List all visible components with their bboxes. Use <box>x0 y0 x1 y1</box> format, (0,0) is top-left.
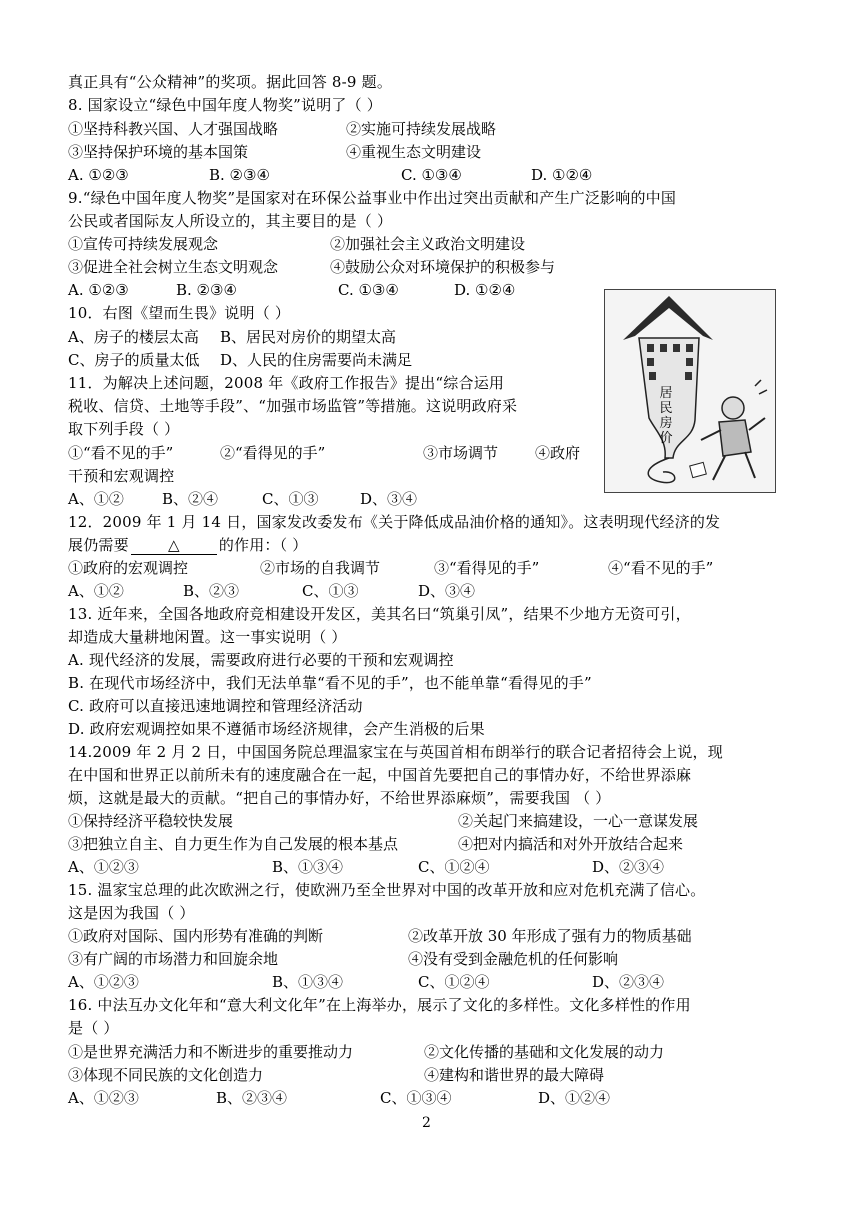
question-16-cont: 是（ ） <box>68 1019 119 1037</box>
q12-option-4: ④“看不见的手” <box>608 559 714 577</box>
q11-answer-b: B、②④ <box>162 490 219 508</box>
q8-answers <box>68 164 828 186</box>
q14-options-row-1 <box>68 810 828 832</box>
q8-option-1: ①坚持科教兴国、人才强国战略 <box>68 120 279 138</box>
question-13: 13. 近年来，全国各地政府竞相建设开发区，美其名曰“筑巢引凤”，结果不少地方无资可引， <box>68 605 691 623</box>
q10-option-b: B、居民对房价的期望太高 <box>220 328 397 346</box>
q16-option-4: ④建构和谐世界的最大障碍 <box>424 1066 605 1084</box>
q12-answer-b: B、②③ <box>183 582 240 600</box>
q15-answer-c: C、①②④ <box>418 973 490 991</box>
q12-answer-a: A、①② <box>68 582 124 600</box>
cartoon-drawing <box>605 290 775 492</box>
person-body <box>719 420 751 456</box>
question-15: 15. 温家宝总理的此次欧洲之行，使欧洲乃至全世界对中国的改革开放和应对危机充满了信心。 <box>68 881 706 899</box>
q12-options-row <box>68 557 828 579</box>
q14-answer-b: B、①③④ <box>272 858 344 876</box>
q12-option-2: ②市场的自我调节 <box>260 559 381 577</box>
q16-option-1: ①是世界充满活力和不断进步的重要推动力 <box>68 1043 354 1061</box>
question-11-cont-1: 税收、信贷、土地等手段”、“加强市场监管”等措施。这说明政府采 <box>68 397 518 415</box>
q10-options-row-1 <box>68 326 588 348</box>
q15-answer-a: A、①②③ <box>68 973 139 991</box>
q15-option-3: ③有广阔的市场潜力和回旋余地 <box>68 950 279 968</box>
q8-option-2: ②实施可持续发展战略 <box>346 120 497 138</box>
q12-blank: △ <box>131 536 217 555</box>
cartoon-char-3: 房 <box>659 416 673 431</box>
question-12-cont <box>68 534 307 556</box>
q13-option-c: C. 政府可以直接迅速地调控和管理经济活动 <box>68 697 363 715</box>
q16-answer-b: B、②③④ <box>216 1089 288 1107</box>
intro-line: 真正具有“公众精神”的奖项。据此回答 8-9 题。 <box>68 73 393 91</box>
q16-option-3: ③体现不同民族的文化创造力 <box>68 1066 264 1084</box>
cartoon-char-1: 居 <box>659 386 673 401</box>
q16-options-row-2 <box>68 1064 828 1086</box>
q9-answer-c: C. ①③④ <box>338 281 399 299</box>
q11-answer-d: D、③④ <box>360 490 418 508</box>
q14-option-2: ②关起门来搞建设，一心一意谋发展 <box>458 812 699 830</box>
q12-answer-d: D、③④ <box>418 582 476 600</box>
q10-option-c: C、房子的质量太低 <box>68 351 200 369</box>
q15-answer-b: B、①③④ <box>272 973 344 991</box>
q11-answer-a: A、①② <box>68 490 124 508</box>
q9-option-2: ②加强社会主义政治文明建设 <box>330 235 526 253</box>
cartoon-illustration <box>604 289 776 493</box>
q11-options-row <box>68 442 598 464</box>
question-16: 16. 中法互办文化年和“意大利文化年”在上海举办，展示了文化的多样性。文化多样性的作用 <box>68 996 691 1014</box>
q8-option-4: ④重视生态文明建设 <box>346 143 482 161</box>
q11-option-4-cont: 干预和宏观调控 <box>68 467 175 485</box>
cartoon-char-4: 价 <box>659 431 673 446</box>
question-14: 14.2009 年 2 月 2 日，中国国务院总理温家宝在与英国首相布朗举行的联合记者招待会上说，现 <box>68 743 723 761</box>
q8-answer-a: A. ①②③ <box>68 166 129 184</box>
question-12: 12．2009 年 1 月 14 日，国家发改委发布《关于降低成品油价格的通知》。这表明现代经济的发 <box>68 513 721 531</box>
q12-answers <box>68 580 828 602</box>
q8-options-row-2 <box>68 141 828 163</box>
q11-option-2: ②“看得见的手” <box>220 444 326 462</box>
page-number: 2 <box>422 1115 431 1131</box>
q13-option-b: B. 在现代市场经济中，我们无法单靠“看不见的手”，也不能单靠“看得见的手” <box>68 674 592 692</box>
q12-option-3: ③“看得见的手” <box>434 559 540 577</box>
q16-option-2: ②文化传播的基础和文化发展的动力 <box>424 1043 665 1061</box>
q9-option-4: ④鼓励公众对环境保护的积极参与 <box>330 258 556 276</box>
q15-answer-d: D、②③④ <box>592 973 665 991</box>
q16-answer-a: A、①②③ <box>68 1089 139 1107</box>
q10-option-a: A、房子的楼层太高 <box>68 328 199 346</box>
q10-option-d: D、人民的住房需要尚未满足 <box>220 351 413 369</box>
q9-options-row-2 <box>68 256 828 278</box>
q14-answer-a: A、①②③ <box>68 858 139 876</box>
q12-answer-c: C、①③ <box>302 582 359 600</box>
q15-option-2: ②改革开放 30 年形成了强有力的物质基础 <box>408 927 692 945</box>
q11-option-3: ③市场调节 <box>423 444 499 462</box>
q14-answer-c: C、①②④ <box>418 858 490 876</box>
q11-option-4: ④政府 <box>535 444 581 462</box>
question-11-cont-2: 取下列手段（ ） <box>68 420 180 438</box>
question-14-cont-1: 在中国和世界正以前所未有的速度融合在一起，中国首先要把自己的事情办好，不给世界添麻 <box>68 766 692 784</box>
q15-option-1: ①政府对国际、国内形势有准确的判断 <box>68 927 324 945</box>
q9-option-3: ③促进全社会树立生态文明观念 <box>68 258 279 276</box>
q9-answer-b: B. ②③④ <box>176 281 237 299</box>
q11-answers <box>68 488 588 510</box>
q16-answer-c: C、①③④ <box>380 1089 452 1107</box>
q9-answer-a: A. ①②③ <box>68 281 129 299</box>
person-head <box>722 397 744 419</box>
q15-answers <box>68 971 828 993</box>
q14-answer-d: D、②③④ <box>592 858 665 876</box>
q13-option-d: D. 政府宏观调控如果不遵循市场经济规律，会产生消极的后果 <box>68 720 485 738</box>
q12-prefix: 展仍需要 <box>68 536 129 554</box>
q14-option-1: ①保持经济平稳较快发展 <box>68 812 234 830</box>
q16-answers <box>68 1087 828 1109</box>
q10-options-row-2 <box>68 349 588 371</box>
question-10: 10．右图《望而生畏》说明（ ） <box>68 304 291 322</box>
q14-option-3: ③把独立自主、自力更生作为自己发展的根本基点 <box>68 835 399 853</box>
q8-answer-c: C. ①③④ <box>401 166 462 184</box>
q9-answer-d: D. ①②④ <box>454 281 516 299</box>
q15-options-row-1 <box>68 925 828 947</box>
question-13-cont: 却造成大量耕地闲置。这一事实说明（ ） <box>68 628 347 646</box>
question-11: 11．为解决上述问题，2008 年《政府工作报告》提出“综合运用 <box>68 374 505 392</box>
q11-answer-c: C、①③ <box>262 490 319 508</box>
q14-answers <box>68 856 828 878</box>
q15-options-row-2 <box>68 948 828 970</box>
q8-answer-b: B. ②③④ <box>209 166 270 184</box>
question-14-cont-2: 烦，这就是最大的贡献。“把自己的事情办好，不给世界添麻烦”，需要我国 （ ） <box>68 789 611 807</box>
q8-option-3: ③坚持保护环境的基本国策 <box>68 143 249 161</box>
q12-suffix: 的作用：（ ） <box>218 536 308 554</box>
question-9: 9.“绿色中国年度人物奖”是国家对在环保公益事业中作出过突出贡献和产生广泛影响的中国 <box>68 189 677 207</box>
q14-options-row-2 <box>68 833 828 855</box>
q16-options-row-1 <box>68 1041 828 1063</box>
q16-answer-d: D、①②④ <box>538 1089 611 1107</box>
q12-option-1: ①政府的宏观调控 <box>68 559 189 577</box>
q8-answer-d: D. ①②④ <box>531 166 593 184</box>
q9-option-1: ①宣传可持续发展观念 <box>68 235 219 253</box>
cartoon-label <box>657 386 675 446</box>
q11-option-1: ①“看不见的手” <box>68 444 174 462</box>
question-15-cont: 这是因为我国（ ） <box>68 904 195 922</box>
q13-option-a: A. 现代经济的发展，需要政府进行必要的干预和宏观调控 <box>68 651 454 669</box>
q14-option-4: ④把对内搞活和对外开放结合起来 <box>458 835 684 853</box>
q9-options-row-1 <box>68 233 828 255</box>
question-8: 8. 国家设立“绿色中国年度人物奖”说明了（ ） <box>68 96 382 114</box>
cartoon-char-2: 民 <box>659 401 673 416</box>
question-9-cont: 公民或者国际友人所设立的，其主要目的是（ ） <box>68 212 393 230</box>
q8-options-row-1 <box>68 118 828 140</box>
q15-option-4: ④没有受到金融危机的任何影响 <box>408 950 619 968</box>
